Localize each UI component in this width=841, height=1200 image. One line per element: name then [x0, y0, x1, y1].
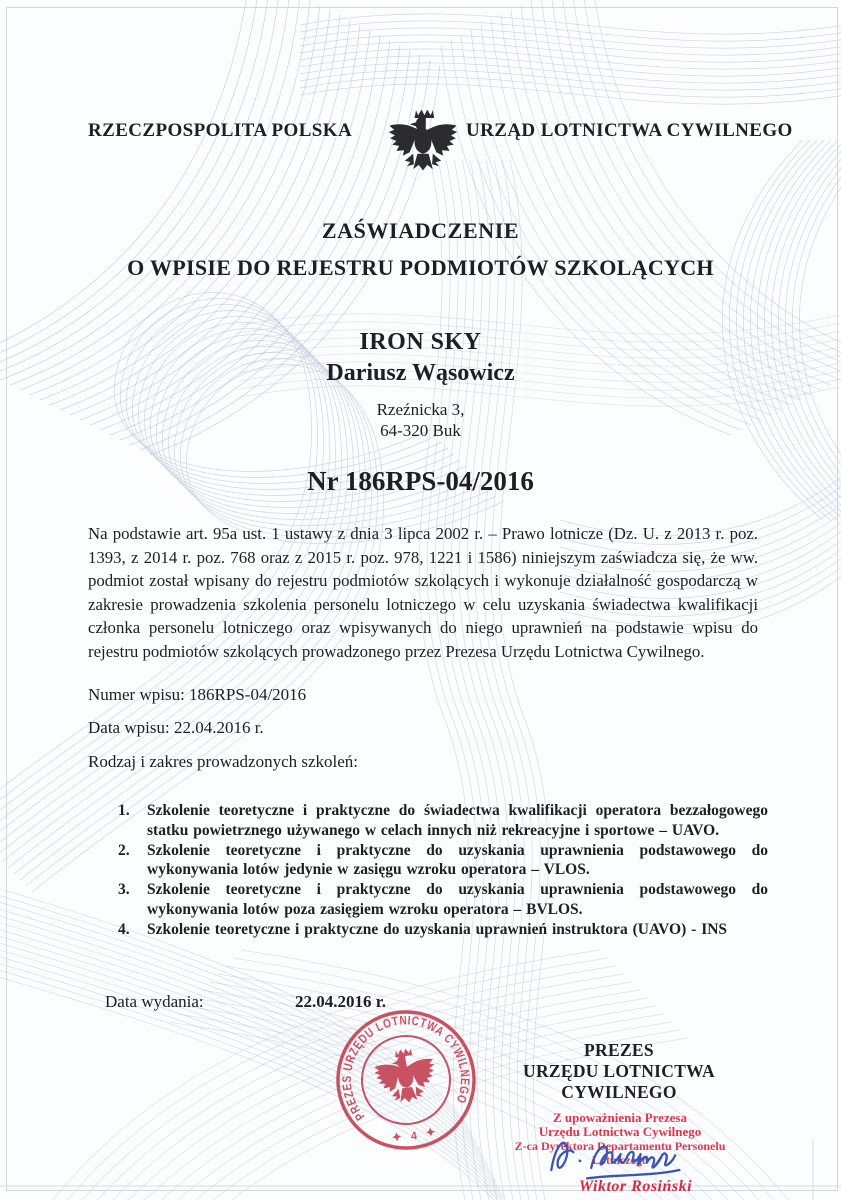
- signing-office-block: [505, 1040, 733, 1103]
- training-item-number: 1.: [118, 802, 130, 819]
- entry-date-label: Data wpisu:: [88, 718, 170, 737]
- training-item-text: Szkolenie teoretyczne i praktyczne do świadectwa kwalifikacji operatora bezzałogowego statku powietrznego używanego w celach innych niż rekreacyjne i sportowe – UAVO.: [147, 802, 768, 839]
- entry-number-label: Numer wpisu:: [88, 685, 185, 704]
- entry-date-value: 22.04.2016 r.: [173, 718, 264, 737]
- training-item-number: 3.: [118, 881, 130, 899]
- entry-date-field: [88, 718, 264, 738]
- issue-date-label: Data wydania:: [105, 992, 204, 1011]
- training-item-text: Szkolenie teoretyczne i praktyczne do uzyskania uprawnienia podstawowego do wykonywania lotów jedynie w zasięgu wzroku operatora – VLOS.: [147, 841, 768, 879]
- authorization-block: [494, 1111, 746, 1167]
- stamp-eagle-icon: [372, 1045, 439, 1107]
- stamp-number: 4: [410, 1130, 418, 1143]
- office-line-1: PREZES: [584, 1040, 654, 1060]
- document-title-line1: ZAŚWIADCZENIE: [321, 218, 520, 243]
- header-authority: URZĄD LOTNICTWA CYWILNEGO: [466, 120, 793, 141]
- stamp-outer-ring: [329, 1003, 483, 1157]
- subject-name: IRON SKY: [359, 329, 482, 355]
- authorization-line-3: Z-ca Dyrektora Departamentu Personelu Lotniczego: [514, 1139, 726, 1167]
- office-line-3: CYWILNEGO: [561, 1082, 677, 1102]
- signatory-name: Wiktor Rosiński: [578, 1178, 693, 1195]
- trainings-list: [118, 801, 768, 940]
- training-item: [118, 920, 768, 940]
- training-item: [118, 801, 768, 841]
- trainings-heading: Rodzaj i zakres prowadzonych szkoleń:: [88, 752, 359, 771]
- subject-address-line2: 64-320 Buk: [380, 421, 461, 440]
- header-country: RZECZPOSPOLITA POLSKA: [88, 120, 353, 141]
- stamp-ring-text: PREZES URZĘDU LOTNICTWA CYWILNEGO: [339, 1013, 473, 1124]
- training-item-text: Szkolenie teoretyczne i praktyczne do uzyskania uprawnienia podstawowego do wykonywania lotów poza zasięgiem wzroku operatora – BVLOS.: [147, 881, 768, 918]
- entry-number-field: [88, 685, 306, 705]
- document-title-line2: O WPISIE DO REJESTRU PODMIOTÓW SZKOLĄCYCH: [127, 255, 714, 280]
- star-icon: [392, 1132, 402, 1142]
- subject-address-line1: Rzeźnicka 3,: [376, 400, 465, 419]
- official-stamp: [329, 1003, 483, 1157]
- star-icon: [425, 1127, 435, 1137]
- training-item-number: 2.: [118, 841, 130, 859]
- stamp-inner-ring: [356, 1030, 455, 1129]
- legal-body-paragraph: Na podstawie art. 95a ust. 1 ustawy z dnia 3 lipca 2002 r. – Prawo lotnicze (Dz. U. z 2013 r. poz. 1393, z 2014 r. poz. 768 oraz z 2015 r. poz. 978, 1221 i 1586) niniejszym zaświadcza się, że ww. podmiot został wpisany do rejestru podmiotów szkolących i wykonuje działalność gospodarczą w zakresie prowadzenia szkolenia personelu lotniczego w celu uzyskania świadectwa kwalifikacji członka personelu lotniczego oraz wpisywanych do niego uprawnień na podstawie wpisu do rejestru podmiotów szkolących prowadzonego przez Prezesa Urzędu Lotnictwa Cywilnego.: [88, 524, 758, 661]
- issue-date-value: 22.04.2016 r.: [295, 992, 386, 1011]
- training-item-number: 4.: [118, 920, 130, 938]
- office-line-2: URZĘDU LOTNICTWA: [523, 1061, 715, 1081]
- training-item: [118, 880, 768, 920]
- entry-number-value: 186RPS-04/2016: [189, 685, 307, 704]
- national-emblem-icon: [389, 110, 458, 171]
- subject-person: Dariusz Wąsowicz: [326, 360, 515, 386]
- training-item: [118, 841, 768, 881]
- certificate-number: Nr 186RPS-04/2016: [307, 466, 534, 496]
- training-item-text: Szkolenie teoretyczne i praktyczne do uzyskania uprawnień instruktora (UAVO) - INS: [147, 920, 728, 938]
- stamp-bottom-marks: [392, 1127, 436, 1145]
- authorization-line-2: Urzędu Lotnictwa Cywilnego: [538, 1124, 702, 1139]
- authorization-line-1: Z upoważnienia Prezesa: [552, 1110, 688, 1125]
